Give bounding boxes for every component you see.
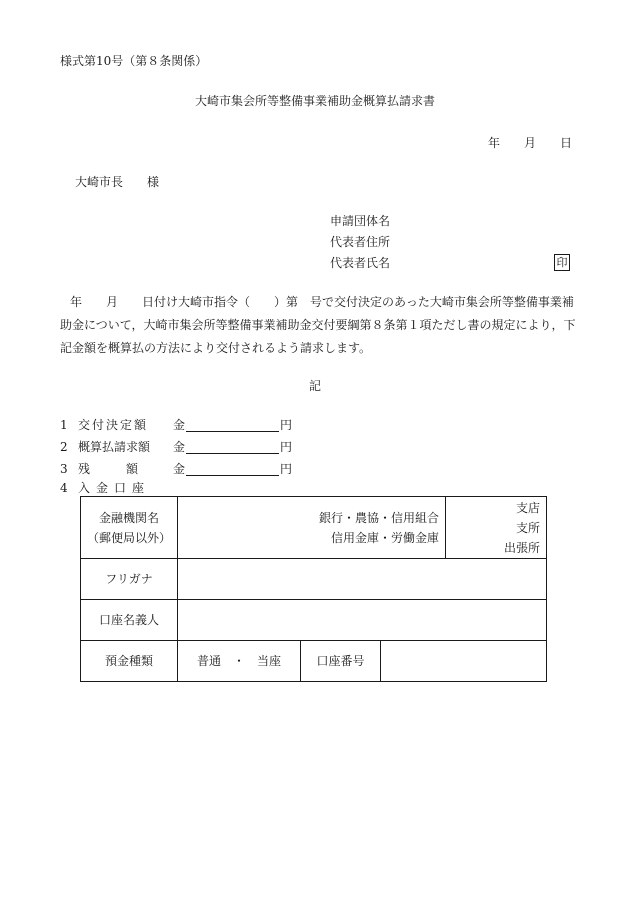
deposit-type-options[interactable]: 普通 ・ 当座 bbox=[178, 641, 301, 682]
body-line-2: 助金について，大崎市集会所等整備事業補助金交付要綱第８条第１項ただし書の規定により，下 bbox=[60, 318, 576, 332]
branch-option-2: 支所 bbox=[516, 520, 541, 535]
item-4-label: 入金口座 bbox=[78, 481, 151, 495]
item-1-unit: 円 bbox=[280, 418, 293, 432]
institution-input-cell[interactable] bbox=[178, 497, 446, 559]
date-month: 月 bbox=[524, 136, 537, 150]
item-3-prefix: 金 bbox=[173, 462, 186, 476]
addressee-name: 大崎市長 bbox=[75, 175, 124, 189]
item-3-label: 残 額 bbox=[78, 462, 139, 476]
bank-types-line-1: 銀行・農協・信用組合 bbox=[319, 510, 440, 525]
body-line-1: 年 月 日付け大崎市指令（ ）第 号で交付決定のあった大崎市集会所等整備事業補 bbox=[70, 295, 574, 309]
seal-icon: 印 bbox=[554, 254, 570, 271]
branch-input-cell[interactable] bbox=[446, 497, 547, 559]
institution-label-cell bbox=[81, 497, 178, 559]
deposit-type-label: 預金種類 bbox=[81, 641, 178, 682]
ki-heading: 記 bbox=[308, 379, 321, 393]
seal-mark bbox=[554, 254, 570, 271]
account-number-input-cell[interactable] bbox=[381, 641, 547, 682]
item-1-number: 1 bbox=[60, 418, 68, 432]
holder-row bbox=[81, 600, 547, 641]
bank-account-table bbox=[80, 496, 547, 682]
item-1-amount-line[interactable] bbox=[186, 419, 279, 432]
institution-row bbox=[81, 497, 547, 559]
account-number-label: 口座番号 bbox=[301, 641, 381, 682]
applicant-name-label: 代表者氏名 bbox=[330, 256, 391, 270]
bank-types-line-2: 信用金庫・労働金庫 bbox=[331, 530, 440, 545]
body-line-3: 記金額を概算払の方法により交付されるよう請求します。 bbox=[60, 341, 372, 355]
item-2-unit: 円 bbox=[280, 440, 293, 454]
date-day: 日 bbox=[560, 136, 573, 150]
item-4-number: 4 bbox=[60, 481, 68, 495]
item-2-prefix: 金 bbox=[173, 440, 186, 454]
item-2-label: 概算払請求額 bbox=[78, 440, 151, 454]
date-year: 年 bbox=[488, 136, 501, 150]
item-3-unit: 円 bbox=[280, 462, 293, 476]
deposit-row bbox=[81, 641, 547, 682]
branch-option-3: 出張所 bbox=[504, 540, 541, 555]
item-1-label: 交付決定額 bbox=[78, 418, 149, 432]
institution-label: 金融機関名 bbox=[98, 510, 159, 525]
branch-option-1: 支店 bbox=[516, 500, 541, 515]
item-3-amount-line[interactable] bbox=[186, 463, 279, 476]
institution-note: （郵便局以外） bbox=[86, 530, 171, 545]
holder-input-cell[interactable] bbox=[178, 600, 547, 641]
item-2-amount-line[interactable] bbox=[186, 441, 279, 454]
addressee-honorific: 様 bbox=[147, 175, 160, 189]
item-3-number: 3 bbox=[60, 462, 68, 476]
applicant-org-label: 申請団体名 bbox=[330, 214, 391, 228]
document-title: 大崎市集会所等整備事業補助金概算払請求書 bbox=[194, 94, 435, 108]
item-1-prefix: 金 bbox=[173, 418, 186, 432]
holder-label: 口座名義人 bbox=[81, 600, 178, 641]
form-number: 様式第10号（第８条関係） bbox=[60, 54, 208, 68]
applicant-address-label: 代表者住所 bbox=[330, 235, 391, 249]
furigana-input-cell[interactable] bbox=[178, 559, 547, 600]
item-2-number: 2 bbox=[60, 440, 68, 454]
furigana-label: フリガナ bbox=[81, 559, 178, 600]
furigana-row bbox=[81, 559, 547, 600]
